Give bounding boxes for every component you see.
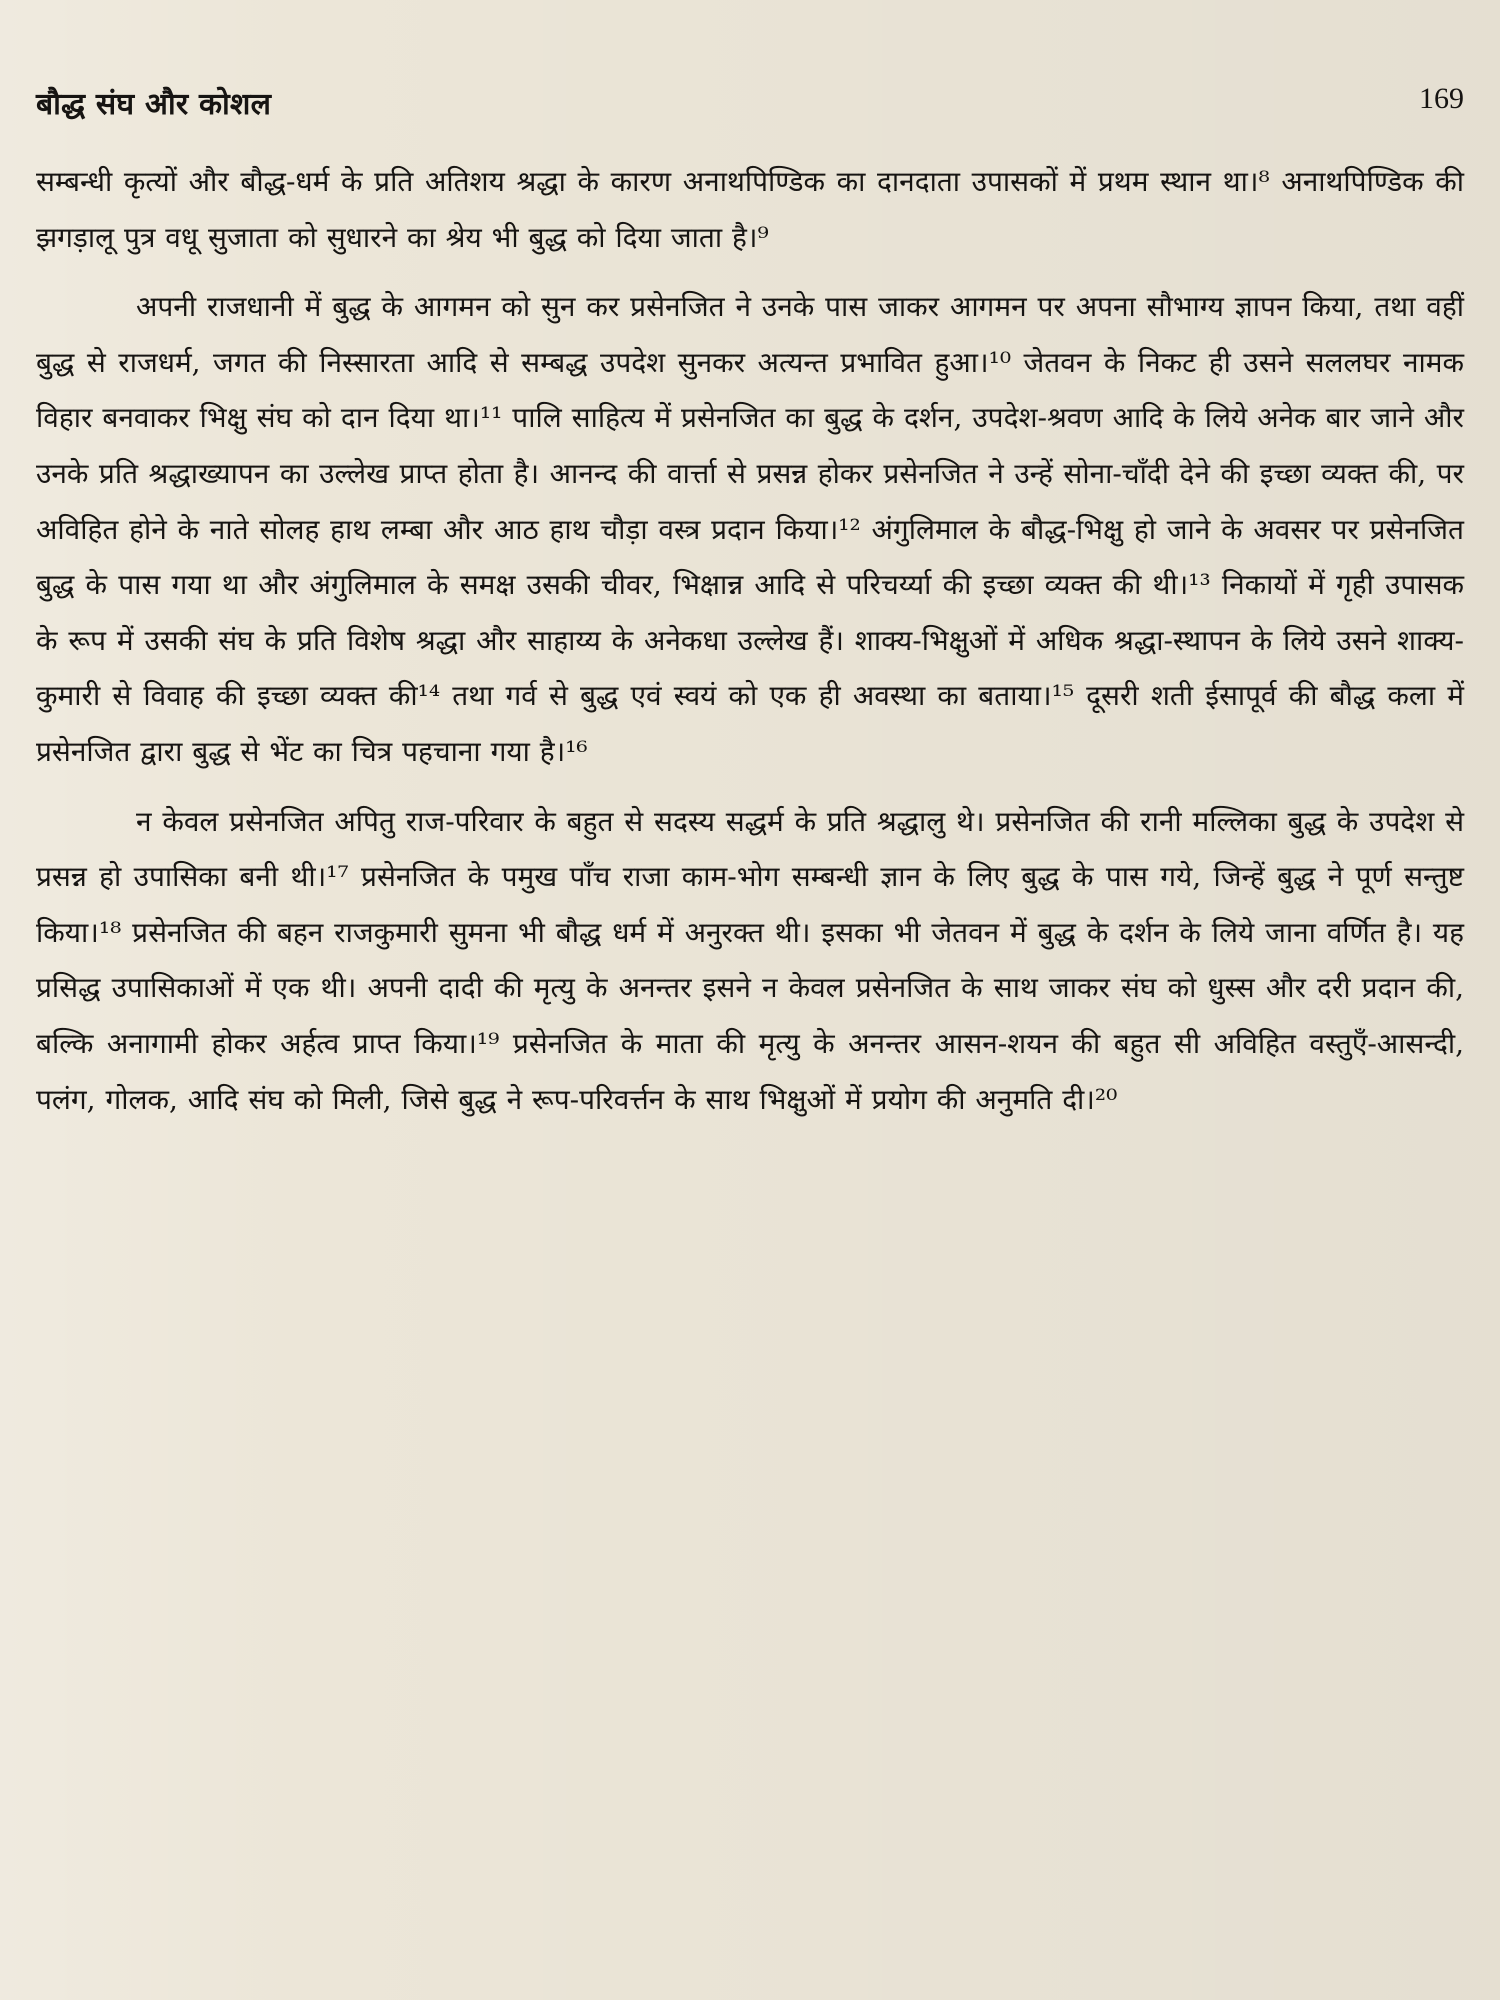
body-text (36, 154, 1464, 1127)
paragraph-2: अपनी राजधानी में बुद्ध के आगमन को सुन कर प्रसेनजित ने उनके पास जाकर आगमन पर अपना सौभाग्य ज्ञापन किया, तथा वहीं बुद्ध से राजधर्म, जगत की निस्सारता आदि से सम्बद्ध उपदेश सुनकर अत्यन्त प्रभावित हुआ।¹⁰ जेतवन के निकट ही उसने सललघर नामक विहार बनवाकर भिक्षु संघ को दान दिया था।¹¹ पालि साहित्य में प्रसेनजित का बुद्ध के दर्शन, उपदेश-श्रवण आदि के लिये अनेक बार जाने और उनके प्रति श्रद्धाख्यापन का उल्लेख प्राप्त होता है। आनन्द की वार्त्ता से प्रसन्न होकर प्रसेनजित ने उन्हें सोना-चाँदी देने की इच्छा व्यक्त की, पर अविहित होने के नाते सोलह हाथ लम्बा और आठ हाथ चौड़ा वस्त्र प्रदान किया।¹² अंगुलिमाल के बौद्ध-भिक्षु हो जाने के अवसर पर प्रसेनजित बुद्ध के पास गया था और अंगुलिमाल के समक्ष उसकी चीवर, भिक्षान्न आदि से परिचर्य्या की इच्छा व्यक्त की थी।¹³ निकायों में गृही उपासक के रूप में उसकी संघ के प्रति विशेष श्रद्धा और साहाय्य के अनेकधा उल्लेख हैं। शाक्य-भिक्षुओं में अधिक श्रद्धा-स्थापन के लिये उसने शाक्य-कुमारी से विवाह की इच्छा व्यक्त की¹⁴ तथा गर्व से बुद्ध एवं स्वयं को एक ही अवस्था का बताया।¹⁵ दूसरी शती ईसापूर्व की बौद्ध कला में प्रसेनजित द्वारा बुद्ध से भेंट का चित्र पहचाना गया है।¹⁶ (36, 290, 1464, 768)
page-number: 169 (1419, 82, 1464, 115)
page-header (36, 82, 1464, 142)
running-head: बौद्ध संघ और कोशल (36, 87, 272, 122)
paragraph-3: न केवल प्रसेनजित अपितु राज-परिवार के बहुत से सदस्य सद्धर्म के प्रति श्रद्धालु थे। प्रसेनजित की रानी मल्लिका बुद्ध के उपदेश से प्रसन्न हो उपासिका बनी थी।¹⁷ प्रसेनजित के पमुख पाँच राजा काम-भोग सम्बन्धी ज्ञान के लिए बुद्ध के पास गये, जिन्हें बुद्ध ने पूर्ण सन्तुष्ट किया।¹⁸ प्रसेनजित की बहन राजकुमारी सुमना भी बौद्ध धर्म में अनुरक्त थी। इसका भी जेतवन में बुद्ध के दर्शन के लिये जाना वर्णित है। यह प्रसिद्ध उपासिकाओं में एक थी। अपनी दादी की मृत्यु के अनन्तर इसने न केवल प्रसेनजित के साथ जाकर संघ को धुस्स और दरी प्रदान की, बल्कि अनागामी होकर अर्हत्व प्राप्त किया।¹⁹ प्रसेनजित के माता की मृत्यु के अनन्तर आसन-शयन की बहुत सी अविहित वस्तुएँ-आसन्दी, पलंग, गोलक, आदि संघ को मिली, जिसे बुद्ध ने रूप-परिवर्त्तन के साथ भिक्षुओं में प्रयोग की अनुमति दी।²⁰ (36, 804, 1464, 1116)
paragraph-1: सम्बन्धी कृत्यों और बौद्ध-धर्म के प्रति अतिशय श्रद्धा के कारण अनाथपिण्डिक का दानदाता उपासकों में प्रथम स्थान था।⁸ अनाथपिण्डिक की झगड़ालू पुत्र वधू सुजाता को सुधारने का श्रेय भी बुद्ध को दिया जाता है।⁹ (36, 165, 1464, 254)
